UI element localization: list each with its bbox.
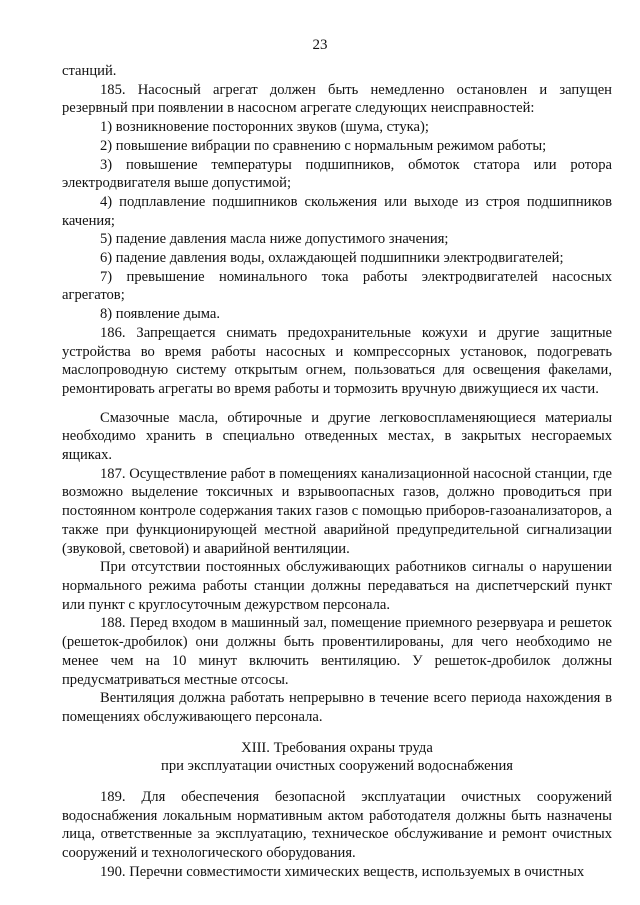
paragraph: При отсутствии постоянных обслуживающих работников сигналы о нарушении нормального режима работы станции должны передаваться на диспетчерский пункт или пункт с круглосуточным дежурством персонала.	[62, 559, 612, 613]
paragraph: 185. Насосный агрегат должен быть немедленно остановлен и запущен резервный при появлении в насосном агрегате следующих неисправностей:	[62, 81, 612, 117]
paragraph: 187. Осуществление работ в помещениях канализационной насосной станции, где возможно выделение токсичных и взрывоопасных газов, должно проводиться при постоянном контроле содержания таких газов с помощью приборов-газоанализаторов, а также при функционирующей местной аварийной предупредительной сигнализации (звуковой, световой) и аварийной вентиляции.	[62, 465, 612, 557]
document-body	[62, 62, 612, 882]
section-heading-line1: XIII. Требования охраны труда	[241, 739, 433, 756]
paragraph: Смазочные масла, обтирочные и другие легковоспламеняющиеся материалы необходимо хранить в специально отведенных местах, в закрытых несгораемых ящиках.	[62, 409, 612, 464]
paragraph: 186. Запрещается снимать предохранительные кожухи и другие защитные устройства во время работы насосных и компрессорных установок, подогревать маслопроводную систему открытым огнем, пользоваться для освещения факелами, ремонтировать агрегаты во время работы и тормозить вручную движущиеся их части.	[62, 324, 612, 397]
paragraph: 188. Перед входом в машинный зал, помещение приемного резервуара и решеток (решеток-дробилок) они должны быть провентилированы, для чего необходимо не менее чем на 10 минут включить вентиляцию. У решеток-дробилок должны предусматриваться местные отсосы.	[62, 615, 612, 688]
paragraph: 189. Для обеспечения безопасной эксплуатации очистных сооружений водоснабжения локальным нормативным актом работодателя должны быть назначены лица, ответственные за эксплуатацию, техническое обслуживание и ремонт очистных сооружений и технологического оборудования.	[62, 789, 612, 862]
list-item: 8) появление дыма.	[100, 306, 221, 323]
list-item: 4) подплавление подшипников скольжения или выходе из строя подшипников качения;	[62, 193, 612, 229]
list-item: 6) падение давления воды, охлаждающей подшипники электродвигателей;	[100, 250, 564, 267]
paragraph: 190. Перечни совместимости химических веществ, используемых в очистных	[100, 863, 585, 880]
list-item: 7) превышение номинального тока работы электродвигателей насосных агрегатов;	[62, 268, 612, 304]
list-item: 1) возникновение посторонних звуков (шума, стука);	[100, 119, 429, 136]
page-number: 23	[312, 37, 328, 53]
paragraph: Вентиляция должна работать непрерывно в течение всего периода нахождения в помещениях обслуживающего персонала.	[62, 690, 612, 725]
section-heading-line2: при эксплуатации очистных сооружений водоснабжения	[161, 758, 513, 775]
list-item: 2) повышение вибрации по сравнению с нормальным режимом работы;	[100, 137, 547, 154]
list-item: 3) повышение температуры подшипников, обмоток статора или ротора электродвигателя выше допустимой;	[62, 156, 612, 192]
paragraph: станций.	[62, 63, 117, 79]
section-heading	[62, 739, 612, 776]
list-item: 5) падение давления масла ниже допустимого значения;	[100, 231, 449, 248]
paragraph-gap	[62, 399, 612, 409]
